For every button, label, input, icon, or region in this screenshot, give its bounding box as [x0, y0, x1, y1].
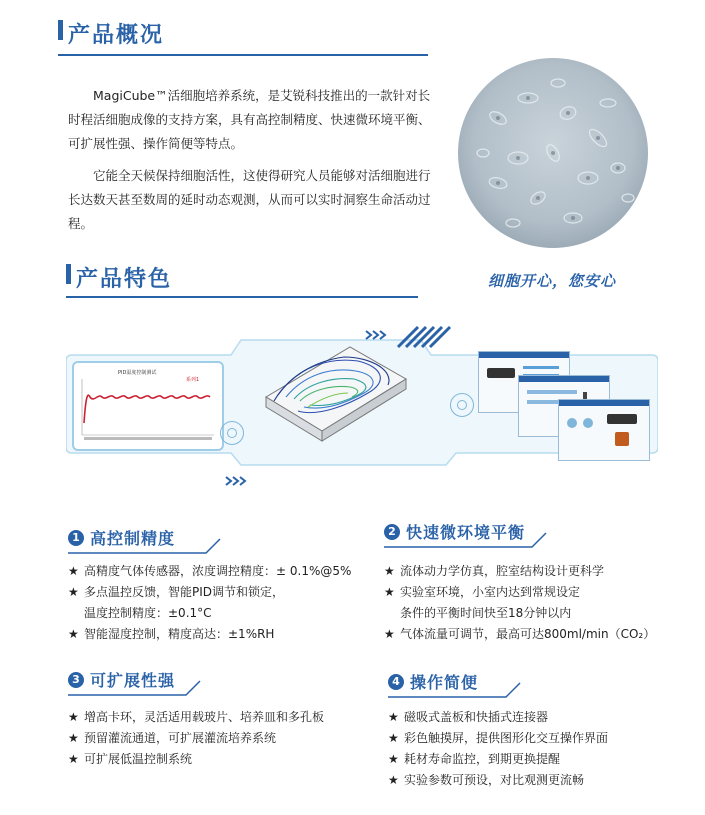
overview-title: 产品概况	[68, 23, 165, 48]
feature-item: ★ 彩色触摸屏，提供图形化交互操作界面	[388, 728, 688, 749]
ui-screen-3	[558, 399, 650, 461]
feature-item: ★ 多点温控反馈，智能PID调节和锁定，	[68, 582, 358, 603]
title-marker	[66, 264, 71, 284]
feature-title: 快速微环境平衡	[406, 523, 526, 542]
feature-underline	[68, 538, 228, 554]
feature-item: ★ 气体流量可调节，最高可达800ml/min（CO₂）	[384, 624, 684, 645]
feature-item: ★ 实验参数可预设，对比观测更流畅	[388, 770, 688, 791]
overview-title-rule	[58, 54, 428, 56]
pid-chart-legend: 系列1	[186, 377, 200, 383]
feature-item: ★ 实验室环境，小室内达到常规设定	[384, 582, 684, 603]
feature-underline	[388, 682, 528, 698]
feature-underline	[384, 532, 554, 548]
feature-item: ★ 流体动力学仿真，腔室结构设计更科学	[384, 561, 684, 582]
feature-number-badge: 1	[68, 530, 84, 546]
feature-number-badge: 2	[384, 524, 400, 540]
slogan: 细胞开心，您安心	[488, 272, 617, 290]
feature-item: ★ 可扩展低温控制系统	[68, 749, 368, 770]
feature-item: 条件的平衡时间快至18分钟以内	[400, 606, 572, 620]
star-icon: ★	[388, 710, 399, 724]
star-icon: ★	[388, 731, 399, 745]
star-icon: ★	[384, 564, 395, 578]
star-icon: ★	[384, 627, 395, 641]
feature-title: 操作简便	[410, 673, 479, 692]
star-icon: ★	[68, 752, 79, 766]
feature-number-badge: 4	[388, 674, 404, 690]
overview-paragraph-1: MagiCube™活细胞培养系统，是艾锐科技推出的一款针对长时程活细胞成像的支持方案，具有高控制精度、快速微环境平衡、可扩展性强、操作简便等特点。	[68, 88, 431, 151]
feature-section-2	[384, 520, 684, 645]
feature-number-badge: 3	[68, 672, 84, 688]
star-icon: ★	[68, 731, 79, 745]
star-icon: ★	[388, 752, 399, 766]
feature-item: ★ 增高卡环，灵活适用载玻片、培养皿和多孔板	[68, 707, 368, 728]
feature-item: ★ 耗材寿命监控，到期更换提醒	[388, 749, 688, 770]
feature-section-4	[388, 670, 688, 791]
feature-item: ★ 智能湿度控制，精度高达：±1%RH	[68, 624, 358, 645]
star-icon: ★	[68, 627, 79, 641]
title-marker	[58, 20, 63, 40]
device-flow-simulation	[238, 327, 418, 459]
product-illustration	[66, 325, 658, 490]
feature-section-1	[68, 526, 358, 645]
feature-item: ★ 预留灌流通道，可扩展灌流培养系统	[68, 728, 368, 749]
feature-title: 高控制精度	[90, 529, 176, 548]
feature-section-3	[68, 668, 368, 770]
feature-underline	[68, 680, 208, 696]
feature-item: 温度控制精度：±0.1°C	[84, 606, 212, 620]
overview-text	[68, 84, 440, 236]
star-icon: ★	[388, 773, 399, 787]
decorative-target-icon	[220, 421, 244, 445]
feature-item: ★ 磁吸式盖板和快插式连接器	[388, 707, 688, 728]
star-icon: ★	[68, 710, 79, 724]
touchscreen-ui-screens	[478, 351, 650, 461]
star-icon: ★	[68, 564, 79, 578]
feature-item: ★ 高精度气体传感器，浓度调控精度：± 0.1%@5%	[68, 561, 358, 582]
star-icon: ★	[68, 585, 79, 599]
decorative-target-icon	[450, 393, 474, 417]
feature-title: 可扩展性强	[90, 671, 176, 690]
star-icon: ★	[384, 585, 395, 599]
cell-microscopy-image	[458, 58, 648, 248]
pid-chart-panel	[72, 361, 224, 451]
features-title: 产品特色	[76, 267, 173, 292]
overview-paragraph-2: 它能全天候保持细胞活性，这使得研究人员能够对活细胞进行长达数天甚至数周的延时动态观测，从而可以实时洞察生命活动过程。	[68, 168, 431, 231]
pid-chart-title: PID温度控制测试	[118, 370, 157, 376]
features-title-rule	[66, 296, 418, 298]
